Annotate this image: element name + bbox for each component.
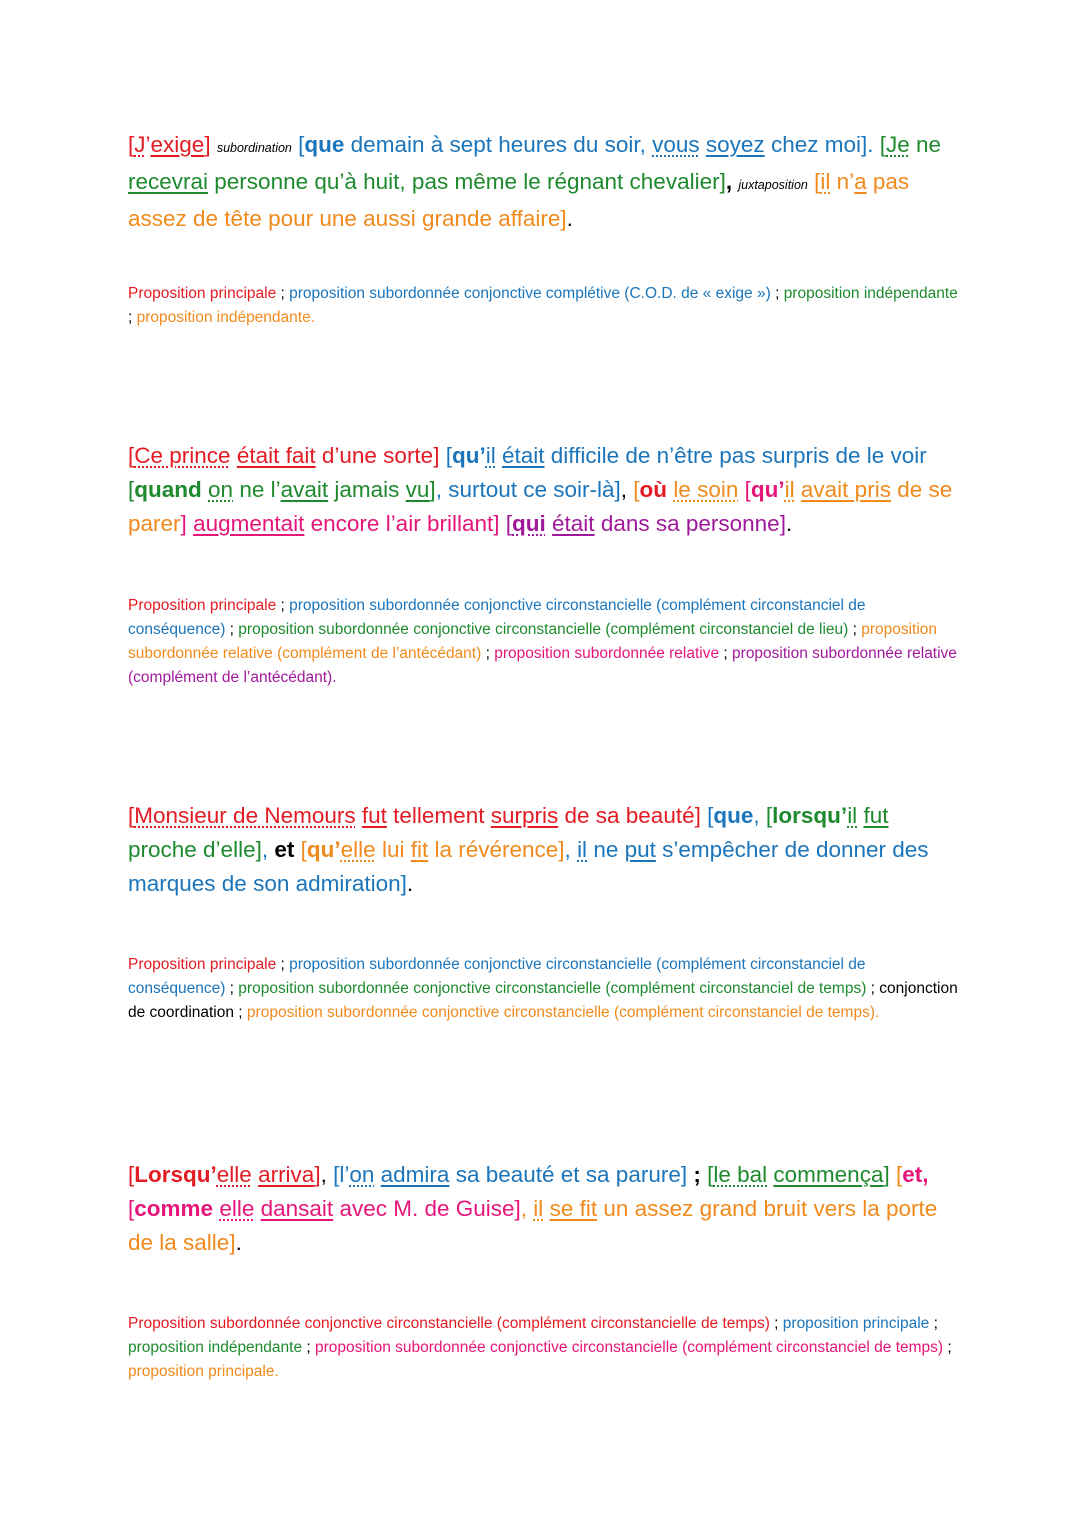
text-segment: proposition subordonnée conjonctive circonstancielle (complément circonstanciel de temps) [315, 1339, 944, 1356]
text-segment: il [533, 1196, 544, 1221]
text-segment: était [552, 511, 595, 536]
text-segment: [ [291, 132, 305, 157]
text-segment: quand [134, 477, 202, 502]
text-segment: avec M. de Guise] [333, 1196, 521, 1221]
text-segment: demain à sept heures du soir, [344, 132, 653, 157]
text-segment: Proposition principale [128, 597, 277, 614]
analysis-1 [128, 282, 958, 330]
text-segment: put [624, 837, 656, 862]
text-segment: proposition indépendante [783, 285, 958, 302]
text-segment: ] [314, 1162, 321, 1187]
text-segment: juxtaposition [738, 178, 808, 192]
text-segment: Proposition principale [128, 285, 277, 302]
text-segment: s’empêcher de donner des marques de son admiration] [128, 837, 929, 896]
text-segment: , [753, 803, 766, 828]
text-segment: ; [276, 597, 290, 614]
text-segment: et [274, 837, 295, 862]
text-segment: comme [134, 1196, 214, 1221]
text-segment: arriva [258, 1162, 315, 1187]
text-segment: , [261, 837, 275, 862]
text-segment: on [208, 477, 234, 502]
text-segment: personne qu’à huit, pas même le régnant chevalier] [208, 169, 726, 194]
text-segment: avait [280, 477, 329, 502]
text-segment: ; [848, 621, 862, 638]
text-segment: , [725, 169, 739, 194]
sentence-2 [128, 439, 958, 541]
text-segment: et, [902, 1162, 929, 1187]
text-segment: Proposition subordonnée conjonctive circonstancielle (complément circonstancielle de temps) [128, 1315, 770, 1332]
text-segment: que [713, 803, 754, 828]
text-segment: était [501, 443, 545, 468]
text-segment: proposition principale [782, 1315, 930, 1332]
text-segment: le bal [713, 1162, 768, 1187]
text-segment: tellement [386, 803, 491, 828]
text-segment: proposition subordonnée relative (complément de l’antécédant) [128, 621, 938, 662]
text-segment: [ [700, 803, 714, 828]
text-segment: on [349, 1162, 375, 1187]
text-segment: il [820, 169, 831, 194]
analysis-2 [128, 594, 958, 690]
text-segment: jamais [328, 477, 406, 502]
text-segment: proposition subordonnée conjonctive circonstancielle (complément circonstanciel de lieu) [238, 621, 849, 638]
text-segment: subordination [216, 141, 292, 155]
text-segment: ne l’ [233, 477, 281, 502]
text-segment: [l’ [333, 1162, 350, 1187]
sentence-1 [128, 128, 958, 236]
text-segment: chez moi]. [764, 132, 880, 157]
text-segment: a [854, 169, 867, 194]
text-segment: elle [340, 837, 376, 862]
text-segment: ; [276, 956, 290, 973]
text-segment: Monsieur de Nemours [134, 803, 356, 828]
text-segment: ; [769, 1315, 783, 1332]
text-segment: [ [128, 477, 135, 502]
text-segment: dansait [260, 1196, 334, 1221]
text-segment: [ [128, 803, 135, 828]
text-segment: proposition subordonnée conjonctive complétive (C.O.D. de « exige ») [289, 285, 771, 302]
text-segment: ; [687, 1162, 708, 1187]
text-segment: ] [429, 477, 436, 502]
text-segment: elle [219, 1196, 255, 1221]
text-segment: exige [150, 132, 205, 157]
text-segment: pas assez de tête pour une aussi grande affaire] [128, 169, 910, 231]
text-segment: ; [225, 980, 239, 997]
text-segment: lui [375, 837, 411, 862]
text-segment: encore l’air brillant] [304, 511, 500, 536]
text-segment: conjonction de coordination [128, 980, 958, 1021]
analysis-4 [128, 1312, 958, 1384]
text-segment: ; [943, 1339, 952, 1356]
text-segment: Proposition principale [128, 956, 277, 973]
text-segment: Ce prince [134, 443, 231, 468]
text-segment: , [320, 1162, 334, 1187]
text-segment: il [847, 803, 858, 828]
text-segment: fut [361, 803, 387, 828]
text-segment: vu [405, 477, 430, 502]
text-segment: ] [204, 132, 217, 157]
text-segment: ; [866, 980, 880, 997]
text-segment: [ [128, 443, 135, 468]
text-segment: ne [587, 837, 625, 862]
text-segment: soyez [705, 132, 765, 157]
text-segment: était fait [236, 443, 316, 468]
text-segment: un assez grand bruit vers la porte de la salle] [128, 1196, 938, 1255]
text-segment: lorsqu’ [772, 803, 848, 828]
text-segment: elle [216, 1162, 252, 1187]
text-segment: proposition indépendante [128, 1339, 303, 1356]
text-segment: proposition subordonnée conjonctive circonstancielle (complément circonstanciel de conséquence) [128, 597, 866, 638]
text-segment: qui [512, 511, 546, 536]
text-segment: Lorsqu’ [134, 1162, 217, 1187]
text-segment: ; [770, 285, 784, 302]
text-segment: la révérence] [428, 837, 565, 862]
text-segment: ; [929, 1315, 938, 1332]
analysis-3 [128, 953, 958, 1025]
text-segment: proposition indépendante. [136, 309, 316, 326]
text-segment: ’ [145, 132, 151, 157]
text-segment: qu’ [306, 837, 341, 862]
text-segment: que [304, 132, 345, 157]
text-segment: qu’ [750, 477, 785, 502]
text-segment: difficile de n’être pas surpris de le voir [544, 443, 927, 468]
text-segment: ; [225, 621, 239, 638]
text-segment: ; [234, 1004, 247, 1021]
text-segment: [ [505, 511, 513, 536]
text-segment: sa beauté et sa parure] [449, 1162, 688, 1187]
text-segment: proposition subordonnée conjonctive circonstancielle (complément circonstanciel de conséquence) [128, 956, 866, 997]
text-segment: . [406, 871, 414, 896]
text-segment: ; [481, 645, 495, 662]
text-segment: . [235, 1230, 242, 1255]
text-segment: n’ [830, 169, 855, 194]
text-segment: proposition subordonnée conjonctive circonstancielle (complément circonstanciel de temps). [246, 1004, 880, 1021]
text-segment: proposition subordonnée relative (complément de l’antécédant). [128, 645, 957, 686]
text-segment: [ [128, 1162, 135, 1187]
sentence-3 [128, 799, 958, 901]
text-segment: [ [744, 477, 751, 502]
text-segment: , [564, 837, 578, 862]
text-segment: ] [883, 1162, 890, 1187]
text-segment: [ [128, 1196, 135, 1221]
text-segment: il [577, 837, 588, 862]
text-segment: commença [773, 1162, 884, 1187]
text-segment: ; [302, 1339, 316, 1356]
text-segment: de se parer [128, 477, 953, 536]
text-segment: ; [719, 645, 733, 662]
text-segment: Je [886, 132, 910, 157]
text-segment: [ [879, 132, 886, 157]
text-segment: ; [276, 285, 290, 302]
text-segment: [ [633, 477, 640, 502]
sentence-4 [128, 1158, 958, 1260]
text-segment: fit [410, 837, 429, 862]
text-segment: il [485, 443, 496, 468]
text-segment: il [784, 477, 795, 502]
text-segment: augmentait [193, 511, 305, 536]
text-segment: vous [652, 132, 700, 157]
text-segment: , [620, 477, 634, 502]
text-segment: [ [889, 1162, 903, 1187]
text-segment: [ [128, 132, 135, 157]
text-segment: proposition subordonnée relative [494, 645, 720, 662]
text-segment: . [785, 511, 793, 536]
text-segment: [ [439, 443, 452, 468]
text-segment: [ [765, 803, 773, 828]
text-segment: ne [909, 132, 942, 157]
text-segment: ; [128, 309, 137, 326]
text-segment: recevrai [128, 169, 209, 194]
text-segment: le soin [673, 477, 739, 502]
text-segment: d’une sorte] [315, 443, 440, 468]
text-segment: J [134, 132, 146, 157]
text-segment: [ [707, 1162, 714, 1187]
text-segment: proposition subordonnée conjonctive circonstancielle (complément circonstanciel de temps) [238, 980, 867, 997]
text-segment: dans sa personne] [594, 511, 786, 536]
text-segment: fut [863, 803, 889, 828]
text-segment: de sa beauté] [558, 803, 701, 828]
text-segment: qu’ [451, 443, 486, 468]
text-segment: où [639, 477, 668, 502]
text-segment: proche d’elle] [128, 837, 262, 862]
text-segment: . [566, 206, 573, 231]
text-segment: ] [180, 511, 187, 536]
text-segment: avait pris [800, 477, 891, 502]
text-segment: [ [807, 169, 821, 194]
text-segment: [ [300, 837, 307, 862]
text-segment: , surtout ce soir-là] [435, 477, 621, 502]
text-segment: surpris [490, 803, 559, 828]
text-segment: se fit [549, 1196, 598, 1221]
text-segment: , [520, 1196, 534, 1221]
text-segment: admira [380, 1162, 450, 1187]
text-segment: proposition principale. [128, 1363, 279, 1380]
